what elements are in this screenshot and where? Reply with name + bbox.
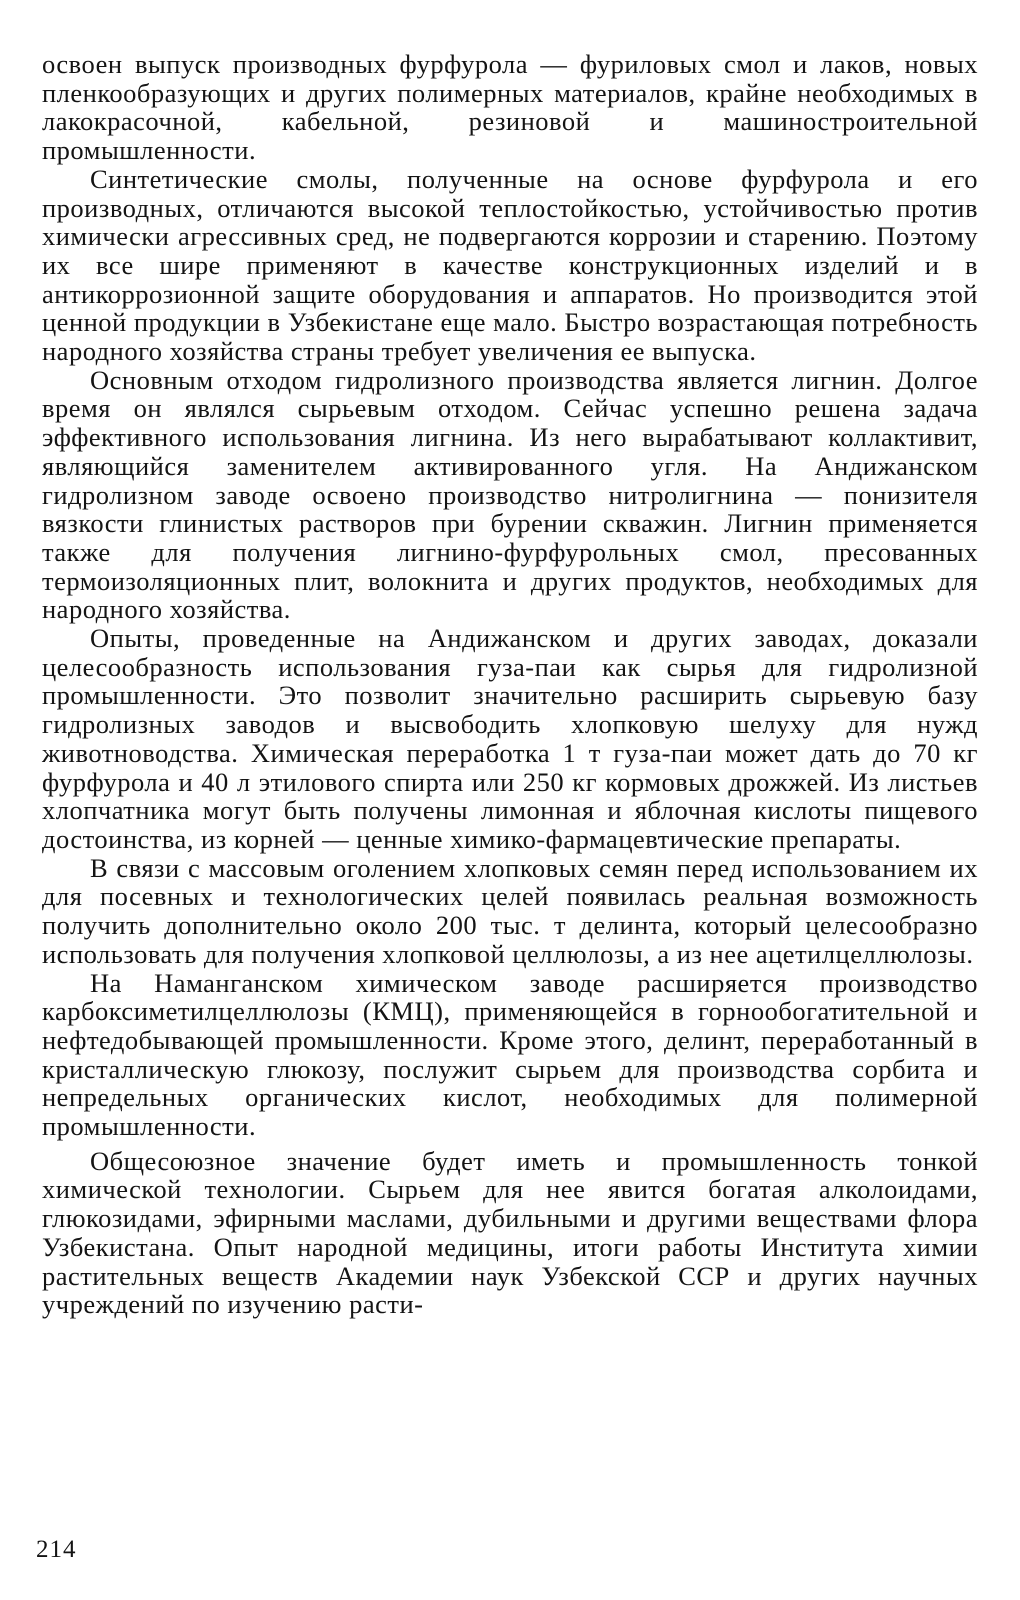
paragraph-3: Основным отходом гидролизного производства является лигнин. Долгое время он являлся сырьевым отходом. Сейчас успешно решена задача эффективного использования лигнина. Из него вырабатывают коллактивит, являющийся заменителем активированного угля. На Андижанском гидролизном заводе освоено производство нитролигнина — понизителя вязкости глинистых растворов при бурении скважин. Лигнин применяется также для получения лигнино-фурфурольных смол, пресованных термоизоляционных плит, волокнита и других продуктов, необходимых для народного хозяйства.: [42, 364, 978, 625]
paragraph-2: Синтетические смолы, полученные на основе фурфурола и его производных, отличаются высокой теплостойкостью, устойчивостью против химически агрессивных сред, не подвергаются коррозии и старению. Поэтому их все шире применяют в качестве конструкционных изделий и в антикоррозионной защите оборудования и аппаратов. Но производится этой ценной продукции в Узбекистане еще мало. Быстро возрастающая потребность народного хозяйства страны требует увеличения ее выпуска.: [42, 163, 978, 367]
paragraph-7: Общесоюзное значение будет иметь и промышленность тонкой химической технологии. Сырьем для нее явится богатая алколоидами, глюкозидами, эфирными маслами, дубильными и другими веществами флора Узбекистана. Опыт народной медицины, итоги работы Института химии растительных веществ Академии наук Узбекской ССР и других научных учреждений по изучению расти-: [42, 1145, 978, 1320]
paragraph-6: На Наманганском химическом заводе расширяется производство карбоксиметилцеллюлозы (КМЦ), применяющейся в горнообогатительной и нефтедобывающей промышленности. Кроме этого, делинт, переработанный в кристаллическую глюкозу, послужит сырьем для производства сорбита и непредельных органических кислот, необходимых для полимерной промышленности.: [42, 967, 978, 1142]
body-text: [42, 50, 978, 1319]
paragraph-5: В связи с массовым оголением хлопковых семян перед использованием их для посевных и технологических целей появилась реальная возможность получить дополнительно около 200 тыс. т делинта, который целесообразно использовать для получения хлопковой целлюлозы, а из нее ацетилцеллюлозы.: [42, 852, 978, 969]
page-number: 214: [36, 1536, 77, 1563]
paragraph-1: освоен выпуск производных фурфурола — фуриловых смол и лаков, новых пленкообразующих и других полимерных материалов, крайне необходимых в лакокрасочной, кабельной, резиновой и машиностроительной промышленности.: [42, 49, 978, 166]
paragraph-4: Опыты, проведенные на Андижанском и других заводах, доказали целесообразность использования гуза-паи как сырья для гидролизной промышленности. Это позволит значительно расширить сырьевую базу гидролизных заводов и высвободить хлопковую шелуху для нужд животноводства. Химическая переработка 1 т гуза-паи может дать до 70 кг фурфурола и 40 л этилового спирта или 250 кг кормовых дрожжей. Из листьев хлопчатника могут быть получены лимонная и яблочная кислоты пищевого достоинства, из корней — ценные химико-фармацевтические препараты.: [42, 623, 978, 854]
